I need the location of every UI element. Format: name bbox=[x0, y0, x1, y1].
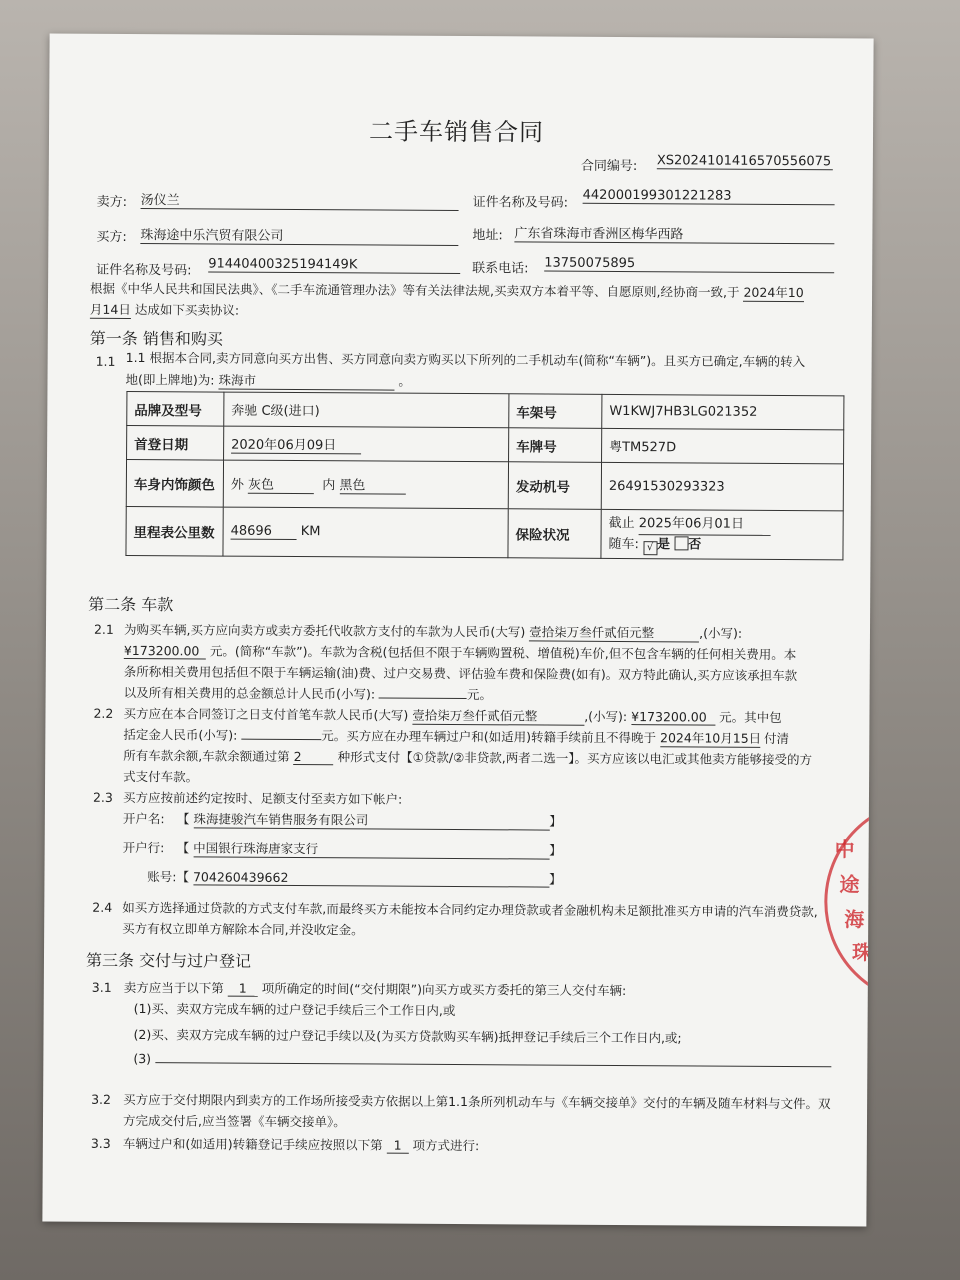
company-stamp bbox=[824, 798, 874, 1005]
document-title: 二手车销售合同 bbox=[368, 117, 545, 147]
contract-no: XS2024101416570556075 bbox=[656, 153, 832, 170]
clause-2-1-num: 2.1 bbox=[93, 621, 114, 637]
seller-id: 442000199301221283 bbox=[583, 188, 835, 206]
stamp-text: 中 bbox=[834, 837, 855, 862]
buyer-id-label: 证件名称及号码: bbox=[96, 262, 192, 279]
option-1: (1)买、卖双方完成车辆的过户登记手续后三个工作日内,或 bbox=[133, 1001, 456, 1018]
brand-value: 奔驰 C级(进口) bbox=[224, 392, 509, 428]
clause-2-1-line-3: 条所称相关费用包括但不限于车辆运输(油)费、过户交易费、评估验车费和保险费(如有)。双方特此确认,买方应该承担车款 bbox=[123, 663, 798, 684]
buyer-name: 珠海途中乐汽贸有限公司 bbox=[140, 224, 458, 246]
clause-num: 1.1 bbox=[95, 353, 116, 369]
mileage-label: 里程表公里数 bbox=[126, 506, 223, 556]
clause-2-4-num: 2.4 bbox=[92, 899, 113, 915]
option-2: (2)买、卖双方完成车辆的过户登记手续以及(为买方贷款购买车辆)抵押登记手续后三个工作日内,或; bbox=[133, 1027, 682, 1046]
article-2-heading: 第二条 车款 bbox=[88, 594, 174, 615]
engine-label: 发动机号 bbox=[508, 462, 601, 510]
bank-row: 开户行: 【 中国银行珠海唐家支行 】 bbox=[122, 839, 562, 858]
buyer-label: 买方: bbox=[96, 229, 127, 245]
engine-value: 26491530293323 bbox=[601, 462, 843, 510]
insurance-label: 保险状况 bbox=[508, 509, 601, 559]
buyer-id: 91440400325194149K bbox=[208, 256, 460, 274]
account-no-row: 账号:【 704260439662 】 bbox=[147, 869, 562, 887]
clause-2-3-text: 买方应按前述约定按时、足额支付至卖方如下帐户: bbox=[122, 789, 403, 807]
article-1-heading: 第一条 销售和购买 bbox=[89, 328, 223, 349]
clause-2-2-line-1: 买方应在本合同签订之日支付首笔车款人民币(大写) 壹拾柒万叁仟贰佰元整 ,(小写): ¥173200.00 元。其中包 bbox=[123, 705, 782, 725]
reg-date-label: 首登日期 bbox=[127, 425, 224, 460]
clause-2-1-line-4: 以及所有相关费用的总金额总计人民币(小写): 元。 bbox=[123, 684, 493, 703]
insurance-yes-checkbox[interactable]: √ bbox=[643, 541, 657, 555]
preamble-text-2: 月14日 达成如下买卖协议: bbox=[89, 301, 240, 318]
plate-value: 粤TM527D bbox=[602, 428, 844, 463]
clause-3-2-line-1: 买方应于交付期限内到卖方的工作场所接受卖方依据以上第1.1条所列机动车与《车辆交接单》交付的车辆及随车材料与文件。双 bbox=[123, 1091, 831, 1112]
plate-label: 车牌号 bbox=[509, 428, 602, 463]
clause-3-1-line-1: 卖方应当于以下第 1 项所确定的时间(“交付期限”)向买方或买方委托的第三人交付车辆: bbox=[123, 979, 627, 999]
vin-value: W1KWJ7HB3LG021352 bbox=[602, 394, 844, 429]
contract-no-label: 合同编号: bbox=[580, 158, 638, 175]
clause-3-3-text: 车辆过户和(如适用)转籍登记手续应按照以下第 1 项方式进行: bbox=[122, 1135, 480, 1154]
seller-label: 卖方: bbox=[96, 194, 128, 210]
color-label: 车身内饰颜色 bbox=[126, 459, 223, 507]
clause-2-3-num: 2.3 bbox=[92, 789, 113, 805]
mileage-value: 48696 KM bbox=[223, 507, 508, 558]
article-3-heading: 第三条 交付与过户登记 bbox=[85, 950, 252, 971]
clause-2-2-line-2: 括定金人民币(小写): 元。买方应在办理车辆过户和(如适用)转籍手续前且不得晚于 2024年10月15日 付清 bbox=[123, 726, 790, 747]
clause-2-2-num: 2.2 bbox=[93, 705, 114, 721]
option-3: (3) bbox=[133, 1051, 831, 1070]
color-value: 外 灰色 内 黑色 bbox=[223, 460, 508, 509]
stamp-clip: 中 途 海 珠 bbox=[42, 33, 873, 1226]
clause-1-1-text: 1.1 根据本合同,卖方同意向买方出售、买方同意向卖方购买以下所列的二手机动车(简称“车辆”)。且买方已确定,车辆的转入 bbox=[125, 349, 806, 370]
clause-2-2-line-4: 式支付车款。 bbox=[123, 768, 199, 785]
clause-2-1-line-2: ¥173200.00 元。(简称“车款”)。车款为含税(包括但不限于车辆购置税、增值税)车价,但不包含车辆的任何相关费用。本 bbox=[123, 642, 797, 663]
clause-1-1-text-2: 地(即上牌地)为: 珠海市 。 bbox=[125, 371, 412, 389]
clause-3-2-line-2: 方完成交付后,应当签署《车辆交接单》。 bbox=[122, 1112, 346, 1130]
clause-2-1-line-1: 为购买车辆,买方应向卖方或卖方委托代收款方支付的车款为人民币(大写) 壹拾柒万叁仟贰佰元整 ,(小写): bbox=[123, 621, 743, 641]
clause-2-4-line-1: 如买方选择通过贷款的方式支付车款,而最终买方未能按本合同约定办理贷款或者金融机构未足额批准买方申请的汽车消费贷款, bbox=[122, 899, 818, 920]
insurance-value: 截止 2025年06月01日 随车: √ 是 否 bbox=[601, 509, 843, 559]
address-label: 地址: bbox=[472, 228, 503, 244]
phone-label: 联系电话: bbox=[472, 261, 529, 277]
address: 广东省珠海市香洲区梅华西路 bbox=[514, 222, 834, 244]
seller-id-label: 证件名称及号码: bbox=[472, 195, 569, 211]
contract-page bbox=[42, 33, 873, 1226]
clause-3-1-num: 3.1 bbox=[91, 979, 112, 995]
reg-date-value: 2020年06月09日 bbox=[224, 426, 509, 462]
vin-label: 车架号 bbox=[509, 394, 602, 429]
clause-2-2-line-3: 所有车款余额,车款余额通过第 2 种形式支付【①贷款/②非贷款,两者二选一】。买方应该以电汇或其他卖方能够接受的方 bbox=[123, 747, 813, 768]
seller-name: 汤仪兰 bbox=[141, 189, 459, 211]
clause-3-3-num: 3.3 bbox=[90, 1135, 111, 1151]
brand-label: 品牌及型号 bbox=[127, 391, 224, 426]
clause-2-4-line-2: 买方有权立即单方解除本合同,并没收定金。 bbox=[122, 920, 364, 938]
clause-3-2-num: 3.2 bbox=[91, 1091, 112, 1107]
account-name-row: 开户名: 【 珠海捷骏汽车销售服务有限公司 】 bbox=[122, 810, 562, 829]
preamble-text: 根据《中华人民共和国民法典》、《二手车流通管理办法》等有关法律法规,买卖双方本着平等、自愿原则,经协商一致,于 2024年10 bbox=[90, 280, 804, 301]
phone: 13750075895 bbox=[544, 256, 834, 274]
